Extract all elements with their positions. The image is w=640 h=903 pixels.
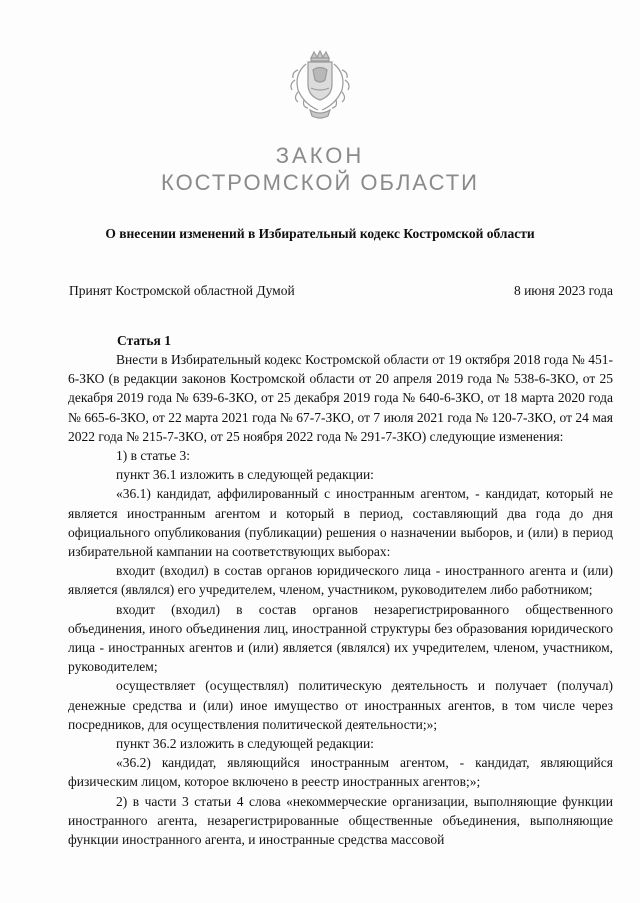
paragraph: пункт 36.1 изложить в следующей редакции:	[116, 467, 374, 483]
paragraph: «36.2) кандидат, являющийся иностранным агентом, - кандидат, являющийся физическим лицом, которое включено в реестр иностранных агентов;»;	[68, 755, 613, 790]
paragraph: входит (входил) в состав органов юридического лица - иностранного агента и (или) является (являлся) его учредителем, членом, участником, руководителем либо работником;	[68, 563, 613, 598]
law-title: ЗАКОН	[275, 143, 365, 168]
paragraph: осуществляет (осуществлял) политическую деятельность и получает (получал) денежные средства и (или) иное имущество от иностранных агентов, в том числе через посредников, для осуществления политической деятельности;»;	[68, 678, 613, 732]
article-title: Статья 1	[117, 333, 171, 348]
article-body	[68, 350, 613, 849]
adopted-date: 8 июня 2023 года	[513, 283, 613, 298]
coat-of-arms-emblem	[284, 50, 356, 122]
paragraph: Внести в Избирательный кодекс Костромской области от 19 октября 2018 года № 451-6-ЗКО (в редакции законов Костромской области от 20 апреля 2019 года № 538-6-ЗКО, от 25 декабря 2019 года № 639-6-ЗКО, от 25 декабря 2019 года № 640-6-ЗКО, от 18 марта 2020 года № 665-6-ЗКО, от 22 марта 2021 года № 67-7-ЗКО, от 7 июля 2021 года № 120-7-ЗКО, от 24 мая 2022 года № 215-7-ЗКО, от 25 ноября 2022 года № 291-7-ЗКО) следующие изменения:	[68, 352, 613, 444]
region-title: КОСТРОМСКОЙ ОБЛАСТИ	[161, 170, 479, 195]
paragraph: «36.1) кандидат, аффилированный с иностранным агентом, - кандидат, который не является иностранным агентом и который в период, составляющий два года до дня официального опубликования (публикации) решения о назначении выборов, и (или) в период избирательной кампании на соответствующих выборах:	[68, 486, 613, 560]
paragraph: 2) в части 3 статьи 4 слова «некоммерческие организации, выполняющие функции иностранного агента, незарегистрированные общественные объединения, выполняющие функции иностранного агента, и иностранные средства массовой	[68, 793, 613, 848]
paragraph: входит (входил) в состав органов незарегистрированного общественного объединения, иного объединения лиц, иностранной структуры без образования юридического лица - иностранных агентов и (или) является (являлся) их учредителем, членом, участником, руководителем;	[68, 601, 613, 675]
adopted-by: Принят Костромской областной Думой	[69, 283, 295, 298]
document-heading: О внесении изменений в Избирательный кодекс Костромской области	[105, 226, 535, 241]
paragraph: 1) в статье 3:	[116, 448, 190, 464]
paragraph: пункт 36.2 изложить в следующей редакции:	[116, 736, 374, 752]
